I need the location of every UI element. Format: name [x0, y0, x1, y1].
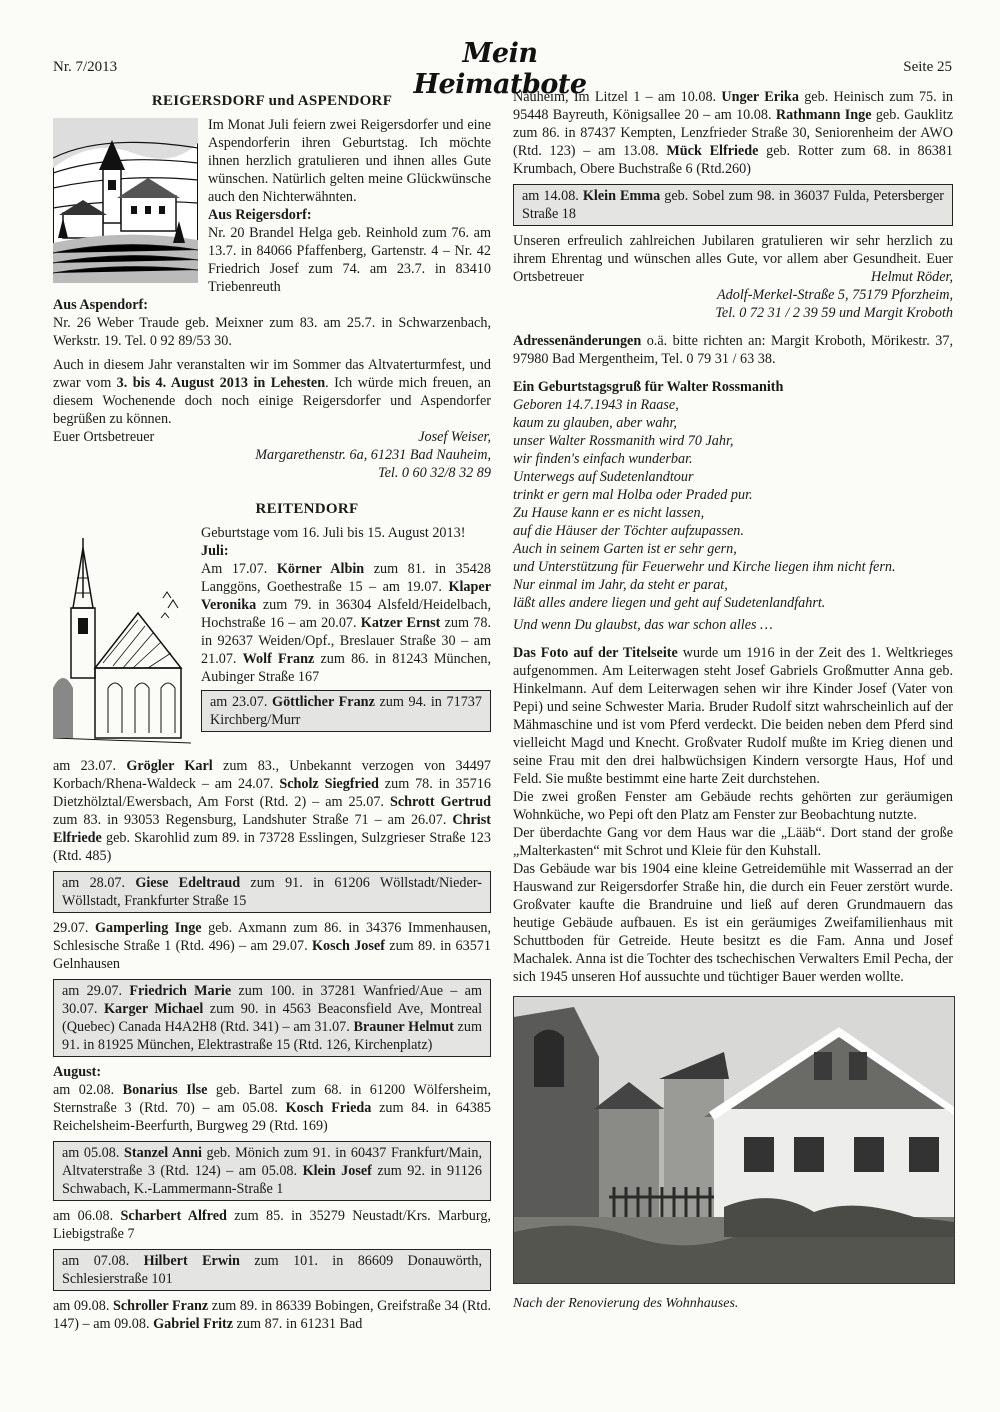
- highlight-box-klein-emma: am 14.08. Klein Emma geb. Sobel zum 98. in 36037 Fulda, Petersberger Straße 18: [513, 184, 953, 226]
- title-photo-article-3: Der überdachte Gang vor dem Haus war die „Lääb“. Dort stand der große „Malterkasten“ mit Schrot und Kleie für den Kuhstall.: [513, 825, 953, 859]
- reitendorf-section: [53, 524, 491, 1333]
- address-change-notice: Adressenänderungen o.ä. bitte richten an: Margit Kroboth, Mörikestr. 37, 97980 Bad Mergentheim, Tel. 0 79 31 / 63 38.: [513, 333, 953, 367]
- highlight-box-stanzel: am 05.08. Stanzel Anni geb. Mönich zum 91. in 60437 Frankfurt/Main, Altvaterstraße 3 (Rtd. 124) – am 05.08. Klein Josef zum 92. in 91126 Schwabach, K.-Lammermann-Straße 1: [53, 1141, 491, 1201]
- issue-number: Nr. 7/2013: [53, 59, 118, 75]
- reitendorf-title: REITENDORF: [255, 501, 359, 517]
- highlight-box-friedrich: am 29.07. Friedrich Marie zum 100. in 37281 Wanfried/Aue – am 30.07. Karger Michael zum 90. in 4563 Beaconsfield Ave, Montreal (Quebec) Canada H4A2H8 (Rtd. 341) – am 31.07. Brauner Helmut zum 91. in 81925 München, Elektrastraße 15 (Rtd. 126, Kirchenplatz): [53, 979, 491, 1057]
- church-drawing-image: [53, 538, 191, 753]
- title-photo-article: Das Foto auf der Titelseite wurde um 1916 in der Zeit des 1. Weltkrieges aufgenommen. Am Leiterwagen steht Josef Gabriels Großmutter Anna geb. Hinkelmann. Auf dem Leiterwagen sehen wir ihre Kinder Josef (Vater von Pepi) und seine Schwester Maria. Bruder Rudolf sitzt wahrscheinlich auf der Mähmaschine und ist vom Pferd verdeckt. Die beiden neben dem Pferd sind vielleicht Magd und Knecht. Großvater Rudolf mußte im Krieg dienen und seine Frau mit den drei halbwüchsigen Kindern versorgte Haus, Hof und Feld. Sie mußte bestimmt eine harte Zeit durchstehen.: [513, 645, 953, 787]
- july-birthdays-3: 29.07. Gamperling Inge geb. Axmann zum 86. in 34376 Immenhausen, Schlesische Straße 1 (Rtd. 496) – am 29.07. Kosch Josef zum 89. in 63571 Gelnhausen: [53, 920, 492, 972]
- poem-line: Geboren 14.7.1943 in Raase,: [513, 397, 679, 413]
- renovated-house-photo: [513, 996, 955, 1284]
- reigersdorf-intro: Im Monat Juli feiern zwei Reigersdorfer und eine Aspendorferin ihren Geburtstag. Ich möchte ihnen herzlich gratulieren und ihnen alles Gute wünschen. Natürlich gelten meine Glückwünsche auch den Nichterwähnten.: [208, 117, 491, 205]
- poem-line: kaum zu glauben, aber wahr,: [513, 415, 677, 431]
- highlight-box-giese: am 28.07. Giese Edeltraud zum 91. in 61206 Wöllstadt/Nieder-Wöllstadt, Frankfurter Straße 15: [53, 871, 491, 913]
- closing-text: Euer Ortsbetreuer: [53, 429, 155, 445]
- reigersdorf-birthdays: Nr. 20 Brandel Helga geb. Reinhold zum 76. am 13.7. in 84066 Pfaffenberg, Gartenstr. 4 – Nr. 42 Friedrich Josef zum 74. am 23.7. in 83410 Triebenreuth: [208, 225, 491, 295]
- reigersdorf-title: REIGERSDORF und ASPENDORF: [151, 93, 393, 109]
- poem-line: Zu Hause kann er es nicht lassen,: [513, 505, 705, 521]
- left-column: [53, 88, 491, 1333]
- signature-name: Josef Weiser,: [418, 429, 491, 445]
- congratulations-text: Unseren erfreulich zahlreichen Jubilaren gratulieren wir sehr herzlich zu ihrem Ehrentag und wünschen alles Gute, vor allem aber Gesundheit. Euer Ortsbetreuer: [513, 233, 953, 285]
- aspendorf-subheading: Aus Aspendorf:: [53, 297, 148, 313]
- poem-line: Unterwegs auf Sudetenlandtour: [513, 469, 694, 485]
- poem-line: und Unterstützung für Feuerwehr und Kirche liegen ihm nicht fern.: [513, 559, 896, 575]
- poem-line: läßt alles andere liegen und geht auf Sudetenlandfahrt.: [513, 595, 826, 611]
- august-subheading: August:: [53, 1064, 102, 1080]
- right-column: [513, 88, 953, 1313]
- poem-line: Und wenn Du glaubst, das war schon alles …: [513, 617, 773, 633]
- poem-line: unser Walter Rossmanith wird 70 Jahr,: [513, 433, 734, 449]
- poem-title: Ein Geburtstagsgruß für Walter Rossmanith: [513, 379, 784, 395]
- roeder-signature-phone: Tel. 0 72 31 / 2 39 59 und Margit Kroboth: [715, 305, 953, 321]
- village-woodcut-image: [53, 118, 198, 283]
- roeder-signature-address: Adolf-Merkel-Straße 5, 75179 Pforzheim,: [716, 287, 953, 303]
- aspendorf-birthdays: Nr. 26 Weber Traude geb. Meixner zum 83. am 25.7. in Schwarzenbach, Werkstr. 19. Tel. 0 92 89/53 30.: [53, 315, 491, 349]
- signature-address: Margarethenstr. 6a, 61231 Bad Nauheim,: [255, 447, 491, 463]
- birthday-poem: [513, 378, 953, 634]
- august-birthdays-3: am 09.08. Schroller Franz zum 89. in 86339 Bobingen, Greifstraße 34 (Rtd. 147) – am 09.08. Gabriel Fritz zum 87. in 61231 Bad: [53, 1298, 491, 1332]
- poem-line: Auch in seinem Garten ist er sehr gern,: [513, 541, 737, 557]
- poem-line: trinkt er gern mal Holba oder Praded pur.: [513, 487, 753, 503]
- poem-line: wir finden's einfach wunderbar.: [513, 451, 693, 467]
- poem-line: auf die Häuser der Töchter aufzupassen.: [513, 523, 744, 539]
- title-photo-article-4: Das Gebäude war bis 1904 eine kleine Getreidemühle mit Wasserrad an der Hauswand zur Reigersdorfer Straße hin, die durch ein Feuer zerstört wurde. Großvater kaufte die Brandruine und ließ auf deren Grundmauern das heutige Gebäude aufbauen. Es ist ein geräumiges Zweifamilienhaus mit Schuttboden für Getreide. Heute besitzt es die Fam. Anna und Josef Machalek. Anna ist die Tochter des tschechischen Verwalters Emil Pecha, der sich 1945 unseren Hof aussuchte und tüchtiger Bauer werden wollte.: [513, 861, 953, 985]
- altvaterturmfest-notice: Auch in diesem Jahr veranstalten wir im Sommer das Altvaterturmfest, und zwar vom 3. bis 4. August 2013 in Lehesten. Ich würde mich freuen, an diesem Wochenende doch noch einige Reigersdorfer und Aspendorfer begrüßen zu können.: [53, 357, 491, 427]
- photo-caption: Nach der Renovierung des Wohnhauses.: [513, 1296, 739, 1311]
- signature-phone: Tel. 0 60 32/8 32 89: [378, 465, 491, 481]
- title-photo-article-2: Die zwei großen Fenster am Gebäude rechts gehörten zur geräumigen Wohnküche, wo Pepi oft den Platz am Fenster zur Beobachtung nutzte.: [513, 789, 953, 823]
- august-birthdays-1: am 02.08. Bonarius Ilse geb. Bartel zum 68. in 61200 Wölfersheim, Sternstraße 3 (Rtd. 70) – am 05.08. Kosch Frieda zum 84. in 64385 Reichelsheim-Beerfurth, Burgweg 29 (Rtd. 169): [53, 1082, 492, 1134]
- masthead-logo: Mein Heimatbote: [413, 38, 587, 100]
- highlight-box-goettlicher: am 23.07. Göttlicher Franz zum 94. in 71737 Kirchberg/Murr: [201, 690, 491, 732]
- reigersdorf-section: [53, 116, 491, 482]
- page-number: Seite 25: [903, 59, 952, 75]
- highlight-box-hilbert: am 07.08. Hilbert Erwin zum 101. in 86609 Donauwörth, Schlesierstraße 101: [53, 1249, 491, 1291]
- august-birthdays-continued: Nauheim, Im Litzel 1 – am 10.08. Unger Erika geb. Heinisch zum 75. in 95448 Bayreuth, Königsallee 20 – am 10.08. Rathmann Inge geb. Gauklitz zum 86. in 87437 Kempten, Lenzfrieder Straße 30, Seniorenheim der AWO (Rtd. 123) – am 13.08. Mück Elfriede geb. Rotter zum 68. in 86381 Krumbach, Obere Buchstraße 6 (Rtd.260): [513, 89, 954, 177]
- reitendorf-intro: Geburtstage vom 16. Juli bis 15. August 2013!: [201, 525, 466, 541]
- signature-row: [53, 428, 491, 446]
- july-birthdays-1: Am 17.07. Körner Albin zum 81. in 35428 Langgöns, Goethestraße 15 – am 19.07. Klaper Veronika zum 79. in 36304 Alsfeld/Heidelbach, Hochstraße 16 – am 20.07. Katzer Ernst zum 78. in 92637 Weiden/Opf., Breslauer Straße 30 – am 21.07. Wolf Franz zum 86. in 81243 München, Aubinger Straße 167: [201, 561, 492, 685]
- august-birthdays-2: am 06.08. Scharbert Alfred zum 85. in 35279 Neustadt/Krs. Marburg, Liebigstraße 7: [53, 1208, 491, 1242]
- poem-line: Nur einmal im Jahr, da steht er parat,: [513, 577, 728, 593]
- roeder-signature-name: Helmut Röder,: [871, 269, 953, 285]
- july-subheading: Juli:: [201, 543, 229, 559]
- reigersdorf-subheading: Aus Reigersdorf:: [208, 207, 312, 223]
- july-birthdays-2: am 23.07. Grögler Karl zum 83., Unbekannt verzogen von 34497 Korbach/Rhena-Waldeck – am 24.07. Scholz Siegfried zum 78. in 35716 Dietzhölztal/Ewersbach, Am Forst (Rtd. 2) – am 25.07. Schrott Gertrud zum 83. in 93053 Regensburg, Landshuter Straße 71 – am 26.07. Christ Elfriede geb. Skarohlid zum 89. in 73728 Esslingen, Sulzgrieser Straße 123 (Rtd. 485): [53, 758, 492, 864]
